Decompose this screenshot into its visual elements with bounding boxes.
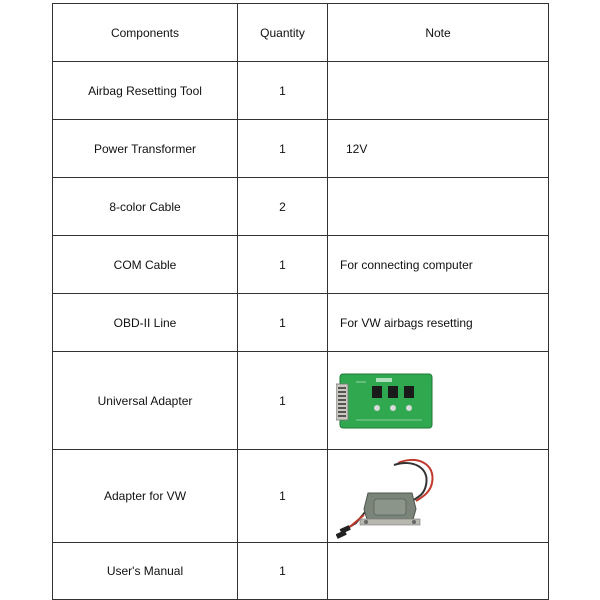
note-cell (328, 62, 549, 120)
note-cell: For VW airbags resetting (328, 294, 549, 352)
table-row (53, 294, 549, 352)
components-table (52, 3, 549, 600)
quantity-cell: 1 (238, 62, 328, 120)
table-row (53, 120, 549, 178)
table-row (53, 62, 549, 120)
quantity-cell: 1 (238, 236, 328, 294)
component-cell: Adapter for VW (53, 450, 238, 543)
component-cell: User's Manual (53, 543, 238, 600)
quantity-cell: 1 (238, 352, 328, 450)
table-row (53, 236, 549, 294)
component-cell: Power Transformer (53, 120, 238, 178)
quantity-cell: 1 (238, 543, 328, 600)
quantity-cell: 2 (238, 178, 328, 236)
component-cell: COM Cable (53, 236, 238, 294)
table-header-row (53, 4, 549, 62)
quantity-cell: 1 (238, 120, 328, 178)
component-cell: Airbag Resetting Tool (53, 62, 238, 120)
note-cell: For connecting computer (328, 236, 549, 294)
header-note: Note (328, 4, 549, 62)
component-cell: Universal Adapter (53, 352, 238, 450)
table-row (53, 543, 549, 600)
quantity-cell: 1 (238, 450, 328, 543)
component-cell: OBD-II Line (53, 294, 238, 352)
note-cell (328, 543, 549, 600)
universal-adapter-board-photo (336, 370, 436, 432)
header-components: Components (53, 4, 238, 62)
table-row (53, 178, 549, 236)
table-row (53, 450, 549, 543)
header-quantity: Quantity (238, 4, 328, 62)
quantity-cell: 1 (238, 294, 328, 352)
note-cell (328, 178, 549, 236)
note-image-cell (328, 450, 549, 543)
vw-adapter-connector-photo (336, 453, 446, 539)
table-row (53, 352, 549, 450)
note-cell: 12V (328, 120, 549, 178)
note-image-cell (328, 352, 549, 450)
component-cell: 8-color Cable (53, 178, 238, 236)
